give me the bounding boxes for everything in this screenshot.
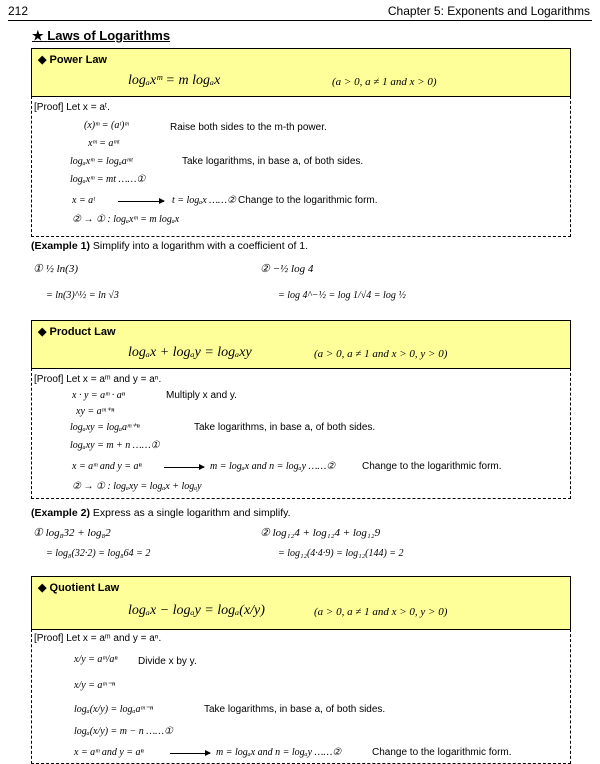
power-law-condition: (a > 0, a ≠ 1 and x > 0) — [332, 76, 437, 88]
proof-step-2: xy = aᵐ⁺ⁿ — [76, 406, 115, 417]
star-icon: ★ — [32, 28, 44, 43]
proof-note-3: Take logarithms, in base a, of both sides. — [204, 704, 386, 715]
page-header — [8, 2, 592, 21]
proof-step-5-left: x = aᵐ and y = aⁿ — [72, 461, 142, 472]
diamond-icon: ◆ — [38, 54, 47, 66]
proof-step-6: ② → ① : logₐxᵐ = m logₐx — [72, 214, 180, 225]
diamond-icon: ◆ — [38, 326, 47, 338]
page-number: 212 — [8, 4, 29, 18]
proof-step-3: logₐ(x/y) = logₐaᵐ⁻ⁿ — [74, 704, 154, 715]
chapter-title: Chapter 5: Exponents and Logarithms — [387, 4, 590, 18]
proof-step-5-right: m = logₐx and n = logₐy ……② — [216, 747, 342, 758]
quotient-law-condition: (a > 0, a ≠ 1 and x > 0, y > 0) — [314, 606, 448, 618]
proof-note-1: Divide x by y. — [138, 656, 197, 667]
proof-step-1: x/y = aᵐ/aⁿ — [74, 654, 118, 665]
product-law-condition: (a > 0, a ≠ 1 and x > 0, y > 0) — [314, 348, 448, 360]
arrow-right-icon — [164, 467, 204, 468]
proof-note-5: Change to the logarithmic form. — [238, 195, 378, 206]
proof-note-5: Change to the logarithmic form. — [372, 747, 512, 758]
power-law-proof — [31, 96, 571, 237]
proof-step-1: x · y = aᵐ · aⁿ — [72, 390, 125, 401]
example-2a-expression: ① log₈32 + log₈2 — [33, 527, 111, 539]
arrow-right-icon — [118, 201, 164, 202]
proof-step-5-left: x = aᵗ — [72, 195, 95, 206]
proof-step-5-right: m = logₐx and n = logₐy ……② — [210, 461, 336, 472]
product-law-formula: logₐx + logₐy = logₐxy — [128, 345, 252, 360]
proof-step-3: logₐxᵐ = logₐaᵐᵗ — [70, 156, 133, 167]
diamond-icon: ◆ — [38, 582, 47, 594]
proof-label: [Proof] Let x = aᵐ and y = aⁿ. — [34, 374, 162, 385]
example-1a-work: = ln(3)^½ = ln √3 — [46, 290, 119, 301]
example-2a-work: = log₈(32·2) = log₈64 = 2 — [46, 548, 151, 559]
example-2b-expression: ② log₁₂4 + log₁₂4 + log₁₂9 — [260, 527, 381, 539]
proof-note-3: Take logarithms, in base a, of both sides. — [194, 422, 376, 433]
proof-step-5-left: x = aᵐ and y = aⁿ — [74, 747, 144, 758]
proof-note-1: Raise both sides to the m-th power. — [170, 122, 327, 133]
proof-step-4: logₐ(x/y) = m − n ……① — [74, 726, 173, 737]
product-law-proof — [31, 368, 571, 499]
section-title: ★ Laws of Logarithms — [32, 28, 171, 43]
example-1a-expression: ① ½ ln(3) — [33, 263, 78, 275]
proof-label: [Proof] Let x = aᵐ and y = aⁿ. — [34, 633, 162, 644]
product-law-title: ◆ Product Law — [38, 326, 116, 338]
proof-step-3: logₐxy = logₐaᵐ⁺ⁿ — [70, 422, 140, 433]
quotient-law-proof — [31, 629, 571, 764]
quotient-law-formula: logₐx − logₐy = logₐ(x/y) — [128, 603, 265, 618]
proof-step-1: (x)ᵐ = (aᵗ)ᵐ — [84, 120, 129, 131]
proof-step-4: logₐxᵐ = mt ……① — [70, 174, 146, 185]
example-2b-work: = log₁₂(4·4·9) = log₁₂(144) = 2 — [278, 548, 404, 559]
proof-note-3: Take logarithms, in base a, of both sides. — [182, 156, 364, 167]
quotient-law-title: ◆ Quotient Law — [38, 582, 120, 594]
proof-note-5: Change to the logarithmic form. — [362, 461, 502, 472]
example-1-heading: (Example 1) Simplify into a logarithm with a coefficient of 1. — [31, 240, 309, 252]
proof-step-4: logₐxy = m + n ……① — [70, 440, 160, 451]
quotient-law-box — [31, 576, 571, 630]
power-law-formula: logₐxᵐ = m logₐx — [128, 73, 221, 88]
example-2-heading: (Example 2) Express as a single logarithm and simplify. — [31, 507, 291, 519]
product-law-box — [31, 320, 571, 369]
proof-step-2: xᵐ = aᵐᵗ — [88, 138, 120, 149]
power-law-box — [31, 48, 571, 97]
arrow-right-icon — [170, 753, 210, 754]
proof-label: [Proof] Let x = aᵗ. — [34, 102, 110, 113]
example-1b-work: = log 4^−½ = log 1/√4 = log ½ — [278, 290, 406, 301]
proof-note-1: Multiply x and y. — [166, 390, 237, 401]
proof-step-5-right: t = logₐx ……② — [172, 195, 236, 206]
example-1b-expression: ② −½ log 4 — [260, 263, 314, 275]
power-law-title: ◆ Power Law — [38, 54, 107, 66]
proof-step-6: ② → ① : logₐxy = logₐx + logₐy — [72, 481, 202, 492]
proof-step-2: x/y = aᵐ⁻ⁿ — [74, 680, 116, 691]
